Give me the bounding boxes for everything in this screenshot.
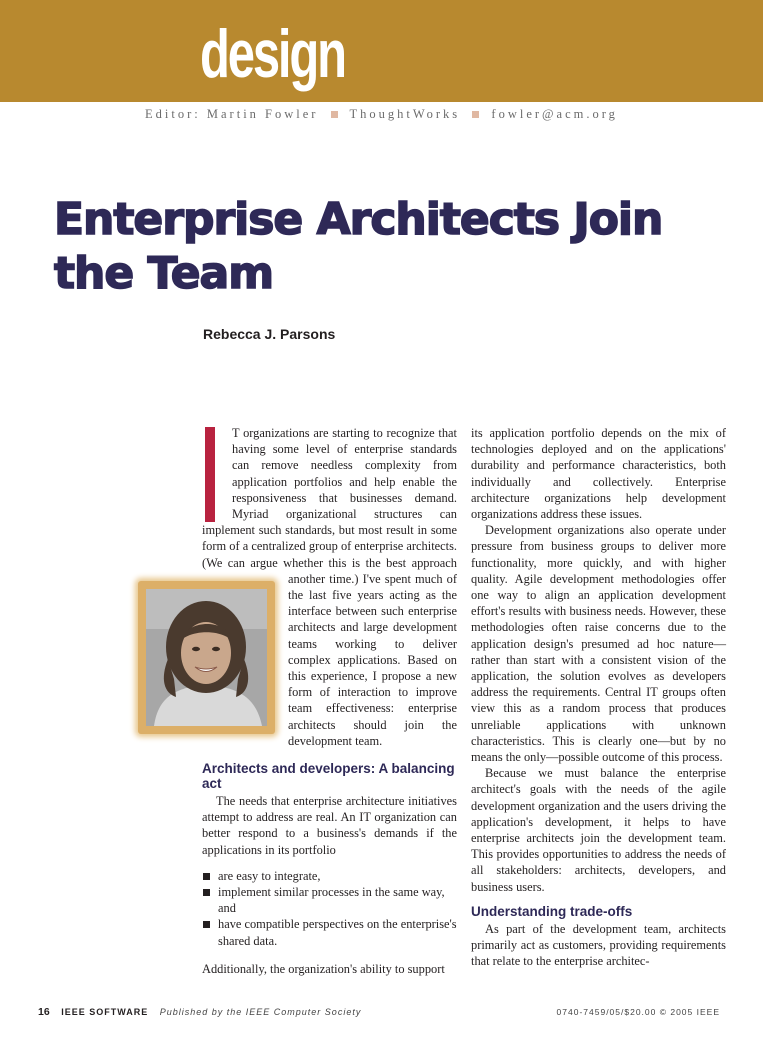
list-item: are easy to integrate,: [218, 868, 457, 884]
bullet-square-icon: [203, 921, 210, 928]
section-heading: Architects and developers: A balancing act: [202, 761, 455, 792]
section-name: design: [200, 16, 345, 92]
paragraph: Because we must balance the enterprise architect's goals with the needs of the agile development organization and the users driving the application's development, it helps to have enterprise architects join the development team. This provides opportunities to address the needs of all stakeholders: architects, developers, and business users.: [471, 766, 726, 894]
paragraph: As part of the development team, architects primarily act as customers, providing requirements that relate to the enterprise architec-: [471, 921, 726, 969]
separator-square-icon: [472, 111, 479, 118]
page-footer-left: [38, 1006, 361, 1018]
bullet-square-icon: [203, 873, 210, 880]
copyright-line: 0740-7459/05/$20.00 © 2005 IEEE: [556, 1007, 720, 1017]
publication-name: IEEE SOFTWARE: [61, 1007, 149, 1017]
section-heading: Understanding trade-offs: [471, 903, 633, 919]
photo-spacer: [202, 574, 284, 739]
opening-paragraph: [202, 425, 457, 749]
editor-company: ThoughtWorks: [349, 107, 461, 121]
author-name: Rebecca J. Parsons: [203, 326, 336, 342]
paragraph: its application portfolio depends on the mix of technologies deployed and on the applications' durability and performance characteristics, both individually and collectively. Enterprise architecture organizations help development organizations address these issues.: [471, 426, 726, 522]
separator-square-icon: [331, 111, 338, 118]
bullet-square-icon: [203, 889, 210, 896]
page-number: 16: [38, 1006, 50, 1018]
article-column-right: [471, 425, 726, 970]
dropcap-letter: [205, 427, 215, 522]
paragraph: Development organizations also operate under pressure from business groups to deliver more functionality, more quickly, and with higher quality. Agile development methodologies offer one way to align an application development effort's results with business needs. However, these methodologies often raise concerns due to the application design's presumed ad hoc nature—rather than start with a consistent vision of the application, the solution evolves as developers address the requirements. Central IT groups often view this as a random process that produces unreliable applications with unknown characteristics. This is clearly one—but by no means the only—possible outcome of this process.: [471, 523, 726, 765]
editor-name: Martin Fowler: [206, 107, 319, 121]
editor-line: [0, 107, 763, 122]
list-item: have compatible perspectives on the enterprise's shared data.: [218, 916, 457, 948]
publisher-line: Published by the IEEE Computer Society: [159, 1007, 362, 1017]
article-title: Enterprise Architects Join the Team: [54, 194, 663, 299]
paragraph-text: T organizations are starting to recognize that having some level of enterprise standards can remove needless complexity from application portfolios and help enable the responsiveness that businesses demand. Myriad organizational structures can implement such standards, but most result in some form of a centralized group of enterprise architects. (We can argue whether this is the best ap: [202, 426, 457, 570]
paragraph: The needs that enterprise architecture initiatives attempt to address are real. An IT organization can better respond to a business's demands if the applications in its portfolio: [202, 794, 457, 857]
editor-label: Editor:: [145, 107, 201, 121]
editor-email: fowler@acm.org: [491, 107, 618, 121]
paragraph-text-continued: proach another time.) I've spent much of the last five years acting as the interface between such enterprise architects and large development teams working to deliver complex applications. Based on this experience, I propose a new form of interaction to improve team effectiveness: enterprise architects should join the development team.: [288, 555, 457, 748]
paragraph: Additionally, the organization's ability to support: [202, 961, 445, 976]
list-item: implement similar processes in the same way, and: [218, 884, 457, 916]
section-banner: [0, 0, 763, 102]
article-column-left: [202, 425, 457, 977]
bullet-list: [202, 868, 457, 949]
